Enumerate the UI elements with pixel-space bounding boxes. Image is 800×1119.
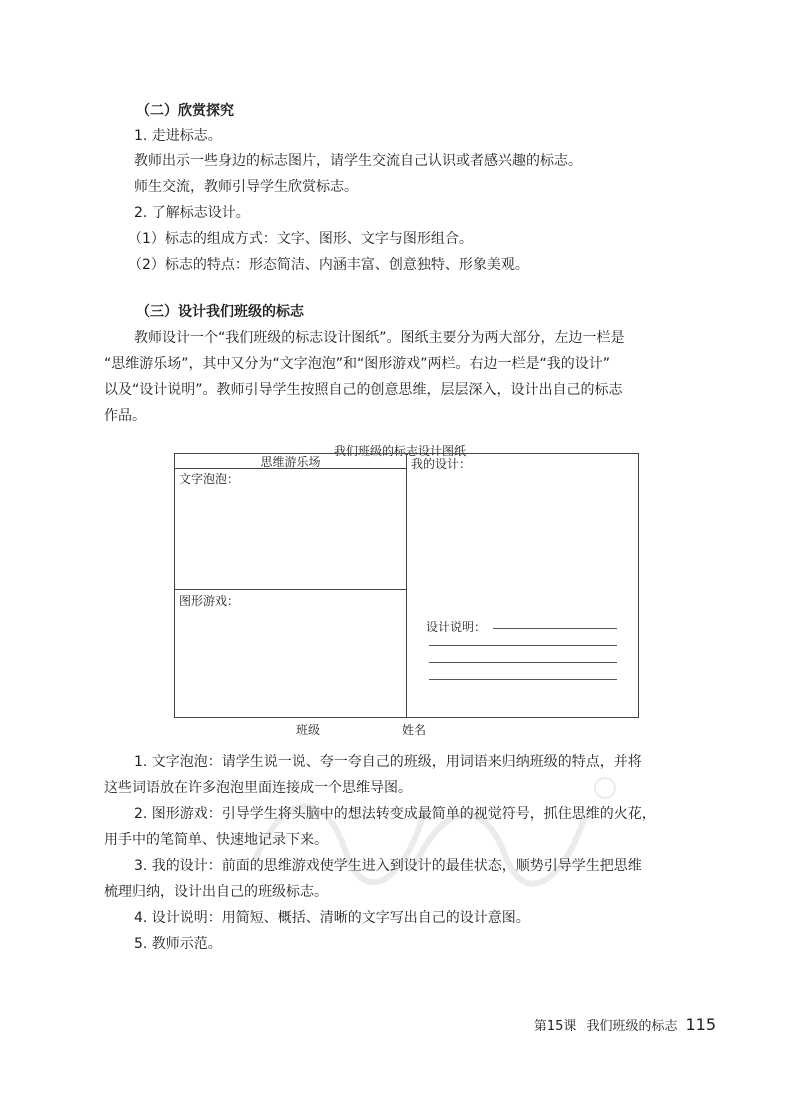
paragraph-line: 这些词语放在许多泡泡里面连接成一个思维导图。 bbox=[104, 780, 412, 796]
paragraph-line: 1. 走进标志。 bbox=[134, 128, 222, 144]
paragraph-line: “思维游乐场”，其中又分为“文字泡泡”和“图形游戏”两栏。右边一栏是“我的设计” bbox=[104, 356, 611, 372]
name-label: 姓名 bbox=[402, 723, 427, 737]
row-divider bbox=[175, 589, 406, 590]
shape-game-label: 图形游戏： bbox=[179, 594, 240, 608]
design-notes-label: 设计说明： bbox=[426, 620, 487, 634]
word-bubbles-label: 文字泡泡： bbox=[179, 472, 240, 486]
paragraph-line: 用手中的笔简单、快速地记录下来。 bbox=[104, 832, 328, 848]
paragraph-line: 5. 教师示范。 bbox=[134, 936, 222, 952]
design-sheet-figure bbox=[174, 453, 639, 718]
page-number: 115 bbox=[685, 1015, 716, 1034]
my-design-label: 我的设计： bbox=[411, 457, 472, 471]
mind-playground-header: 思维游乐场 bbox=[260, 455, 321, 469]
watermark-logo bbox=[245, 770, 625, 890]
paragraph-line: 3. 我的设计：前面的思维游戏使学生进入到设计的最佳状态，顺势引导学生把思维 bbox=[134, 858, 642, 874]
paragraph-line: 以及“设计说明”。教师引导学生按照自己的创意思维，层层深入，设计出自己的标志 bbox=[104, 382, 623, 398]
paragraph-line: 2. 了解标志设计。 bbox=[134, 205, 250, 221]
paragraph-line: （1）标志的组成方式：文字、图形、文字与图形组合。 bbox=[128, 231, 473, 247]
class-label: 班级 bbox=[296, 723, 321, 737]
paragraph-line: 梳理归纳，设计出自己的班级标志。 bbox=[104, 884, 328, 900]
notes-writing-line bbox=[429, 662, 617, 663]
lesson-title: 我们班级的标志 bbox=[586, 1019, 678, 1034]
paragraph-line: 教师设计一个“我们班级的标志设计图纸”。图纸主要分为两大部分，左边一栏是 bbox=[134, 330, 625, 346]
figure-title: 我们班级的标志设计图纸 bbox=[333, 444, 466, 458]
paragraph-line: 4. 设计说明：用简短、概括、清晰的文字写出自己的设计意图。 bbox=[134, 910, 530, 926]
paragraph-line: 作品。 bbox=[104, 408, 146, 424]
paragraph-line: 2. 图形游戏：引导学生将头脑中的想法转变成最简单的视觉符号，抓住思维的火花， bbox=[134, 806, 656, 822]
section-heading-appreciation: （二）欣赏探究 bbox=[136, 103, 234, 119]
paragraph-line: 1. 文字泡泡：请学生说一说、夸一夸自己的班级，用词语来归纳班级的特点，并将 bbox=[134, 754, 642, 770]
paragraph-line: （2）标志的特点：形态简洁、内涵丰富、创意独特、形象美观。 bbox=[128, 257, 529, 273]
paragraph-line: 教师出示一些身边的标志图片，请学生交流自己认识或者感兴趣的标志。 bbox=[134, 153, 582, 169]
notes-writing-line bbox=[429, 679, 617, 680]
lesson-number: 第15课 bbox=[533, 1019, 577, 1034]
notes-writing-line bbox=[493, 628, 617, 629]
page-footer bbox=[534, 1015, 716, 1034]
notes-writing-line bbox=[429, 645, 617, 646]
paragraph-line: 师生交流，教师引导学生欣赏标志。 bbox=[134, 179, 358, 195]
column-divider bbox=[406, 454, 407, 717]
section-heading-design: （三）设计我们班级的标志 bbox=[136, 304, 304, 320]
